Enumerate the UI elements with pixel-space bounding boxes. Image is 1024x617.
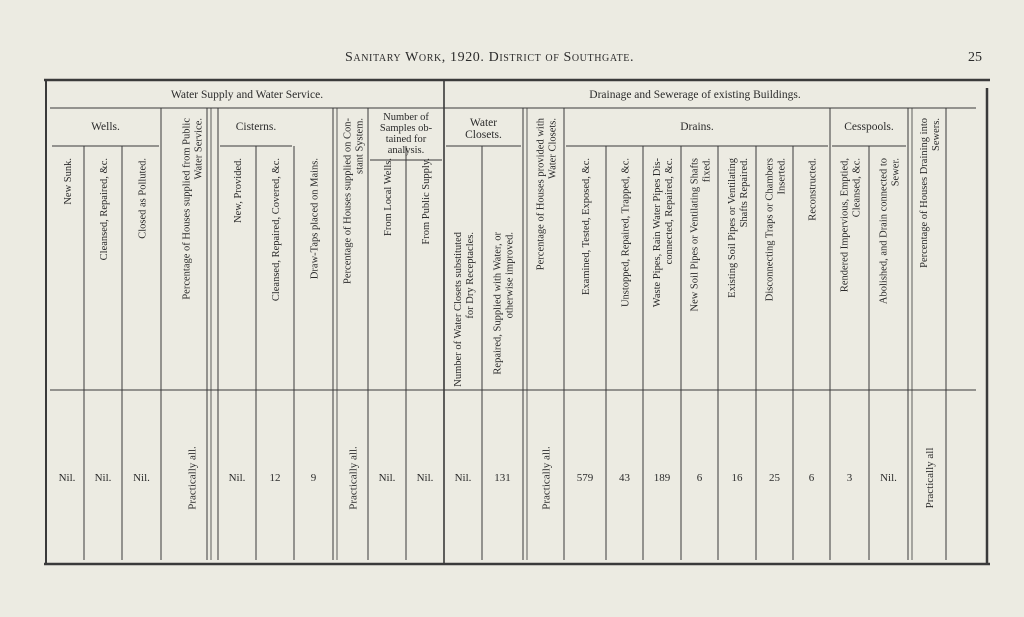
column-header: From Local Wells. <box>383 158 394 236</box>
column-header: fixed. <box>701 158 713 183</box>
column-header: Existing Soil Pipes or Ventilating <box>727 158 738 298</box>
cell-value: Practically all <box>924 447 936 509</box>
cell-value: 131 <box>494 472 511 484</box>
cell-value: 6 <box>696 472 703 484</box>
column-header: connected, Repaired, &c. <box>664 158 675 265</box>
cell-value: 12 <box>269 472 281 484</box>
column-header: Examined, Tested, Exposed, &c. <box>581 158 592 295</box>
column-header: Cleansed, Repaired, Covered, &c. <box>271 158 282 302</box>
cell-value: 43 <box>619 472 630 484</box>
column-header: New Soil Pipes or Ventilating Shafts <box>689 158 701 312</box>
subgroup-water-closets: Closets. <box>465 129 502 141</box>
cell-value: Nil. <box>454 472 472 484</box>
column-header: Inserted. <box>776 158 788 195</box>
column-header: stant System. <box>354 118 366 175</box>
column-header: Rendered Impervious, Emptied, <box>839 158 851 293</box>
page-title: Sanitary Work, 1920. District of Southgate. <box>345 50 635 65</box>
cell-value: Nil. <box>880 472 897 484</box>
column-header: Water Closets. <box>547 118 559 179</box>
subgroup-wells: Wells. <box>91 121 120 133</box>
column-header: for Dry Receptacles. <box>465 232 476 319</box>
column-header: Percentage of Houses supplied on Con- <box>342 118 354 284</box>
cell-value: Nil. <box>378 472 396 484</box>
group-title-drainage: Drainage and Sewerage of existing Buildings. <box>589 89 801 101</box>
column-header: Draw-Taps placed on Mains. <box>309 158 321 280</box>
cell-value: Nil. <box>228 472 246 484</box>
subgroup-samples: tained for <box>385 134 427 145</box>
column-header: Number of Water Closets substituted <box>453 232 464 387</box>
cell-value: Practically all. <box>540 446 553 510</box>
page-header <box>0 48 1024 70</box>
column-header: Abolished, and Drain connected to <box>878 158 890 305</box>
cell-value: Nil. <box>133 472 150 484</box>
cell-value: 9 <box>310 472 317 484</box>
column-header: Disconnecting Traps or Chambers <box>764 158 776 302</box>
column-header: Unstopped, Repaired, Trapped, &c. <box>620 158 632 308</box>
column-header: Waste Pipes, Rain Water Pipes Dis- <box>652 158 663 308</box>
column-header: New, Provided. <box>233 158 244 223</box>
page-number: 25 <box>968 50 982 65</box>
table-grid <box>44 78 990 568</box>
subgroup-water-closets: Water <box>469 117 498 129</box>
cell-value: Nil. <box>58 472 76 484</box>
group-title-water: Water Supply and Water Service. <box>170 89 324 101</box>
column-header: Reconstructed. <box>807 158 819 221</box>
column-header: Cleansed, Repaired, &c. <box>99 158 110 261</box>
column-header: Percentage of Houses supplied from Public <box>181 118 193 300</box>
column-header: Closed as Polluted. <box>137 158 149 239</box>
cell-value: 189 <box>653 472 671 484</box>
column-header: Percentage of Houses Draining into <box>919 118 930 268</box>
subgroup-samples: Samples ob- <box>379 123 433 134</box>
column-header: Shafts Repaired. <box>739 158 750 228</box>
column-header: Cleansed, &c. <box>851 158 863 218</box>
subgroup-cesspools: Cesspools. <box>844 121 894 133</box>
subgroup-samples: Number of <box>383 112 429 123</box>
cell-value: Nil. <box>94 472 112 484</box>
column-header: Repaired, Supplied with Water, or <box>492 232 504 375</box>
cell-value: 6 <box>808 472 815 484</box>
column-header: Sewer. <box>890 158 902 187</box>
cell-value: 579 <box>576 472 594 484</box>
cell-value: 16 <box>731 472 743 484</box>
column-header: Percentage of Houses provided with <box>535 118 547 271</box>
column-header: otherwise improved. <box>504 232 516 319</box>
cell-value: Practically all. <box>186 446 199 510</box>
subgroup-drains: Drains. <box>680 121 714 133</box>
cell-value: 3 <box>846 472 853 484</box>
column-header: Water Service. <box>193 118 205 180</box>
sanitary-work-table <box>44 78 990 568</box>
cell-value: 25 <box>769 472 780 484</box>
column-header: From Public Supply. <box>421 158 432 245</box>
subgroup-samples: analysis. <box>387 145 425 156</box>
column-header: New Sunk. <box>63 158 74 205</box>
subgroup-cisterns: Cisterns. <box>235 121 277 133</box>
cell-value: Nil. <box>416 472 434 484</box>
column-header: Sewers. <box>931 118 942 151</box>
cell-value: Practically all. <box>347 446 360 510</box>
